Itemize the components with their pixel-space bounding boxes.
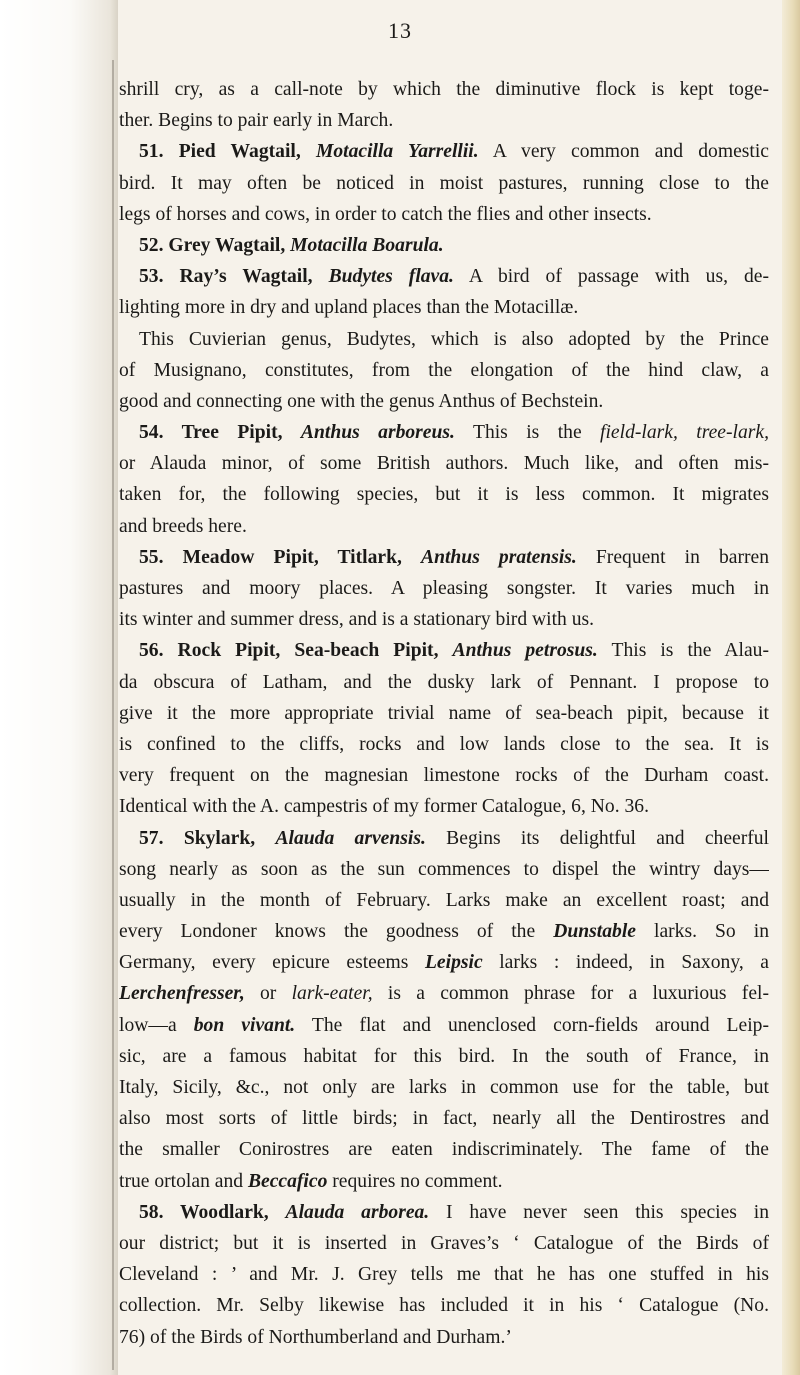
text-line xyxy=(119,292,769,323)
entry-heading: Skylark, xyxy=(183,827,276,849)
text-run: Italy, Sicily, &c., not only are larks in common use for the table, but xyxy=(119,1077,769,1098)
text-run: field-lark, tree-lark, xyxy=(600,422,769,444)
text-line xyxy=(119,1072,769,1103)
species-name: Dunstable xyxy=(553,921,636,943)
text-run: 76) of the Birds of Northumberland and Durham.’ xyxy=(119,1326,512,1348)
text-line xyxy=(119,916,769,947)
species-name: Lerchenfresser, xyxy=(119,983,245,1005)
species-name: Anthus arboreus. xyxy=(300,422,455,444)
text-run: or xyxy=(244,983,292,1005)
text-run: and breeds here. xyxy=(119,515,247,537)
text-run: requires no comment. xyxy=(327,1170,503,1192)
species-name: Anthus pratensis. xyxy=(421,546,577,568)
text-run: Germany, every epicure esteems xyxy=(119,952,425,974)
text-line xyxy=(119,573,769,604)
text-run: I have never seen this species in xyxy=(429,1201,769,1223)
text-line xyxy=(119,324,769,355)
entry-heading: 56. xyxy=(139,640,178,662)
binding-edge-line xyxy=(112,60,114,1370)
species-name: Motacilla Boarula. xyxy=(290,234,444,256)
text-run: legs of horses and cows, in order to catch the flies and other insects. xyxy=(119,203,652,225)
text-line xyxy=(119,479,769,510)
entry-heading: Meadow Pipit, Titlark, xyxy=(182,546,421,568)
text-run: bird. It may often be noticed in moist pastures, running close to the xyxy=(119,172,769,194)
entry-heading: 52. xyxy=(139,234,169,256)
left-page-gutter xyxy=(0,0,118,1375)
text-line xyxy=(119,604,769,635)
text-run: is a common phrase for a luxurious fel- xyxy=(372,983,769,1005)
text-line xyxy=(119,947,769,978)
entry-heading: Pied Wagtail, xyxy=(178,141,316,163)
entry-heading: Rock Pipit, Sea-beach Pipit, xyxy=(177,640,453,662)
entry-heading: Tree Pipit, xyxy=(181,422,301,444)
text-line xyxy=(119,1103,769,1134)
right-page-edge xyxy=(782,0,800,1375)
text-run: A bird of passage with us, de- xyxy=(453,266,769,288)
text-run: shrill cry, as a call-note by which the diminutive flock is kept toge- xyxy=(119,79,769,100)
text-line xyxy=(119,199,769,230)
text-line xyxy=(119,448,769,479)
text-line xyxy=(119,885,769,916)
text-line xyxy=(119,1197,769,1228)
species-name: bon vivant. xyxy=(193,1014,296,1036)
text-run: ther. Begins to pair early in March. xyxy=(119,110,394,132)
species-name: Leipsic xyxy=(424,952,483,974)
text-run: This Cuvierian genus, Budytes, which is also adopted by the Prince xyxy=(139,328,769,350)
text-line xyxy=(119,760,769,791)
text-run: Identical with the A. campestris of my former Catalogue, 6, No. 36. xyxy=(119,796,649,818)
text-run: song nearly as soon as the sun commences to dispel the wintry days— xyxy=(119,858,769,880)
entry-heading: Grey Wagtail, xyxy=(168,234,291,256)
entry-heading: 53. xyxy=(139,266,180,288)
text-run: very frequent on the magnesian limestone rocks of the Durham coast. xyxy=(119,765,769,787)
entry-heading: 57. xyxy=(139,827,184,849)
text-line xyxy=(119,635,769,666)
text-run: pastures and moory places. A pleasing songster. It varies much in xyxy=(119,578,769,599)
text-run: low—a xyxy=(119,1014,194,1036)
text-run: Cleveland : ’ and Mr. J. Grey tells me that he has one stuffed in his xyxy=(119,1264,769,1286)
text-line xyxy=(119,1134,769,1165)
text-line xyxy=(119,261,769,292)
text-line xyxy=(119,1010,769,1041)
text-run: our district; but it is inserted in Graves’s ‘ Catalogue of the Birds of xyxy=(119,1232,769,1254)
text-line xyxy=(119,417,769,448)
text-run: of Musignano, constitutes, from the elongation of the hind claw, a xyxy=(119,359,769,381)
species-name: Alauda arvensis. xyxy=(275,827,426,849)
text-line xyxy=(119,854,769,885)
species-name: Beccafico xyxy=(247,1170,328,1192)
text-line xyxy=(119,667,769,698)
text-run: true ortolan and xyxy=(119,1170,248,1192)
text-run: Frequent in barren xyxy=(576,546,769,568)
page-number: 13 xyxy=(388,18,412,43)
text-line xyxy=(119,1228,769,1259)
text-run: Begins its delightful and cheerful xyxy=(425,827,769,849)
text-line xyxy=(119,978,769,1009)
text-run: A very common and domestic xyxy=(478,141,769,163)
entry-heading: 58. xyxy=(139,1201,180,1223)
text-line xyxy=(119,729,769,760)
text-run: usually in the month of February. Larks make an excellent roast; and xyxy=(119,889,769,911)
entry-heading: Ray’s Wagtail, xyxy=(179,266,329,288)
text-line xyxy=(119,542,769,573)
text-line xyxy=(119,1259,769,1290)
text-run: taken for, the following species, but it is less common. It migrates xyxy=(119,484,769,506)
species-name: Motacilla Yarrellii. xyxy=(315,141,479,163)
text-run: This is the Alau- xyxy=(597,640,769,662)
species-name: Alauda arborea. xyxy=(285,1201,430,1223)
text-run: sic, are a famous habitat for this bird. In the south of France, in xyxy=(119,1045,769,1067)
text-line xyxy=(119,168,769,199)
text-line xyxy=(119,136,769,167)
text-line xyxy=(119,1041,769,1072)
text-line xyxy=(119,791,769,822)
text-line xyxy=(119,823,769,854)
entry-heading: 54. xyxy=(139,422,182,444)
text-run: the smaller Conirostres are eaten indiscriminately. The fame of the xyxy=(119,1139,769,1161)
text-line xyxy=(119,74,769,105)
text-line xyxy=(119,511,769,542)
text-line xyxy=(119,355,769,386)
text-line xyxy=(119,1290,769,1321)
text-line xyxy=(119,698,769,729)
entry-heading: 55. xyxy=(139,546,183,568)
text-run: give it the more appropriate trivial name of sea-beach pipit, because it xyxy=(119,702,769,724)
text-run: its winter and summer dress, and is a stationary bird with us. xyxy=(119,609,595,631)
text-run: is confined to the cliffs, rocks and low lands close to the sea. It is xyxy=(119,733,769,755)
text-line xyxy=(119,230,769,261)
text-line xyxy=(119,1322,769,1353)
species-name: Budytes flava. xyxy=(328,266,454,288)
text-line xyxy=(119,105,769,136)
text-run: collection. Mr. Selby likewise has included it in his ‘ Catalogue (No. xyxy=(119,1295,769,1317)
species-name: Anthus petrosus. xyxy=(452,640,598,662)
entry-heading: Woodlark, xyxy=(179,1201,286,1223)
text-line xyxy=(119,386,769,417)
text-run: lighting more in dry and upland places than the Motacillæ. xyxy=(119,297,579,319)
text-run: lark-eater, xyxy=(291,983,373,1005)
text-run: every Londoner knows the goodness of the xyxy=(119,921,554,943)
text-run: The flat and unenclosed corn-fields around Leip- xyxy=(295,1014,769,1036)
text-run: da obscura of Latham, and the dusky lark of Pennant. I propose to xyxy=(119,671,769,693)
text-run: also most sorts of little birds; in fact, nearly all the Dentirostres and xyxy=(119,1108,769,1130)
body-text xyxy=(119,74,769,1353)
text-run: or Alauda minor, of some British authors. Much like, and often mis- xyxy=(119,453,769,475)
entry-heading: 51. xyxy=(139,141,179,163)
text-run: good and connecting one with the genus Anthus of Bechstein. xyxy=(119,390,604,412)
text-run: larks. So in xyxy=(635,921,769,943)
text-run: larks : indeed, in Saxony, a xyxy=(482,952,769,974)
text-run: This is the xyxy=(454,422,601,444)
text-line xyxy=(119,1166,769,1197)
